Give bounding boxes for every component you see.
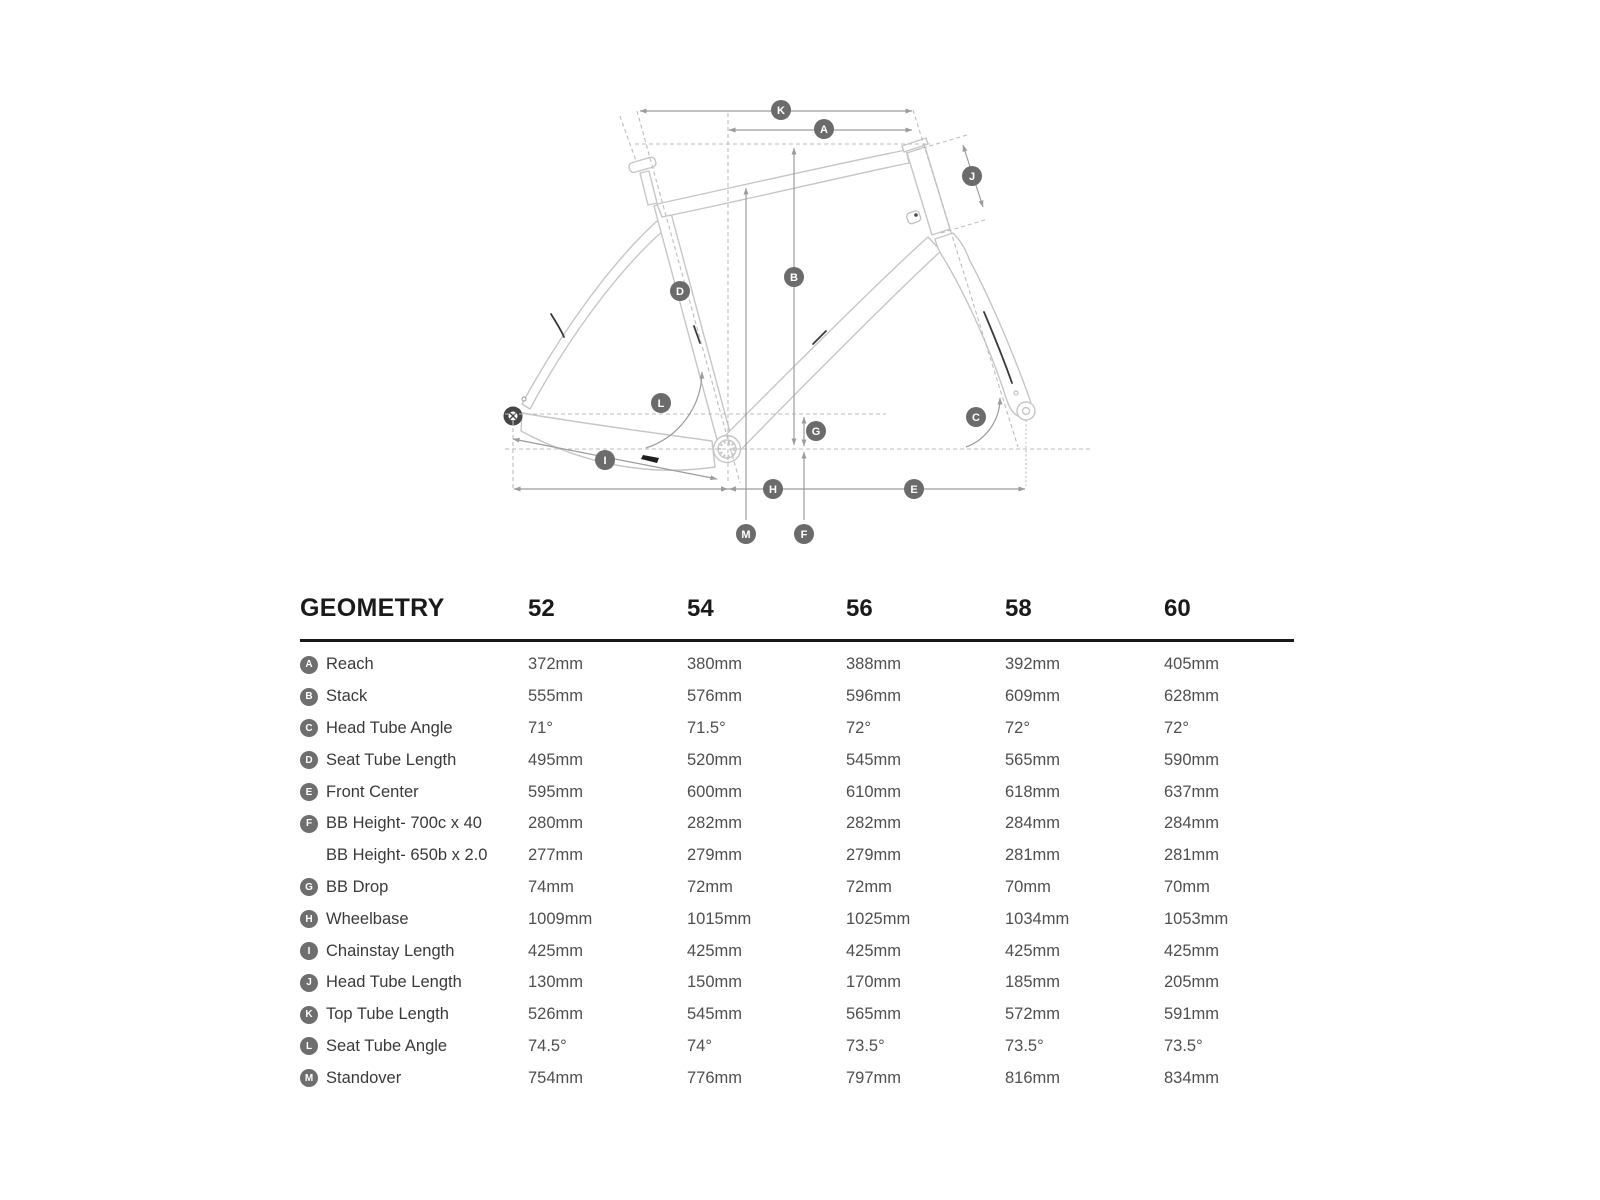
row-value: 282mm (687, 814, 743, 833)
row-letter-badge: J (300, 974, 318, 992)
row-letter-badge: M (300, 1069, 318, 1087)
row-value: 73.5° (1164, 1036, 1203, 1055)
row-value: 71° (528, 718, 553, 737)
row-value: 596mm (846, 687, 902, 706)
row-value: 279mm (846, 846, 902, 865)
row-value: 74° (687, 1036, 712, 1055)
svg-text:K: K (777, 105, 785, 117)
seat-stays (522, 221, 665, 409)
row-letter-badge: K (300, 1006, 318, 1024)
geometry-table-header (300, 594, 1294, 639)
row-letter-badge: I (300, 942, 318, 960)
row-letter-badge: A (300, 656, 318, 674)
chainstay (521, 413, 715, 470)
row-value: 282mm (846, 814, 902, 833)
row-value: 618mm (1005, 782, 1061, 801)
diagram-badge-L (651, 393, 671, 413)
seatstay-shading (551, 314, 564, 337)
row-value: 526mm (528, 1005, 584, 1024)
row-label: Head Tube Angle (326, 718, 453, 737)
row-label: BB Height- 650b x 2.0 (326, 846, 488, 865)
svg-text:H: H (769, 484, 777, 496)
svg-text:C: C (972, 412, 980, 424)
diagram-badge-C (966, 407, 986, 427)
diagram-badge-M (736, 524, 756, 544)
seatpost (640, 171, 657, 205)
diagram-badge-F (794, 524, 814, 544)
row-value: 565mm (1005, 750, 1061, 769)
row-label: Head Tube Length (326, 973, 462, 992)
seatpost-edge-extension (620, 116, 636, 161)
row-value: 610mm (846, 782, 902, 801)
bike-frame-outline (504, 138, 1036, 470)
rear-dropout-bolt (522, 397, 526, 401)
table-row (300, 935, 1294, 967)
row-value: 520mm (687, 750, 743, 769)
row-value: 609mm (1005, 687, 1061, 706)
row-value: 170mm (846, 973, 902, 992)
row-value: 565mm (846, 1005, 902, 1024)
row-value: 70mm (1005, 877, 1051, 896)
table-row (300, 840, 1294, 872)
row-value: 545mm (687, 1005, 743, 1024)
row-letter-badge: F (300, 815, 318, 833)
row-value: 425mm (528, 941, 584, 960)
row-value: 425mm (1005, 941, 1061, 960)
front-axle-center (1023, 408, 1030, 415)
geometry-table-rows (300, 639, 1294, 1094)
diagram-badge-E (904, 479, 924, 499)
table-row (300, 903, 1294, 935)
row-label: BB Drop (326, 877, 389, 896)
row-value: 205mm (1164, 973, 1220, 992)
row-value: 797mm (846, 1068, 902, 1087)
row-letter-badge: E (300, 783, 318, 801)
row-value: 284mm (1005, 814, 1061, 833)
row-value: 72° (1005, 718, 1030, 737)
table-row (300, 999, 1294, 1031)
svg-text:E: E (910, 484, 918, 496)
down-tube (720, 237, 941, 456)
row-value: 405mm (1164, 655, 1220, 674)
table-row (300, 967, 1294, 999)
row-value: 425mm (846, 941, 902, 960)
row-value: 591mm (1164, 1005, 1220, 1024)
row-value: 72mm (687, 877, 733, 896)
dim-split-arrow-left (729, 486, 736, 491)
row-letter-badge: D (300, 751, 318, 769)
row-value: 1009mm (528, 909, 593, 928)
row-label: Reach (326, 655, 374, 674)
svg-text:F: F (800, 529, 808, 541)
row-value: 73.5° (1005, 1036, 1044, 1055)
row-value: 555mm (528, 687, 584, 706)
table-row (300, 649, 1294, 681)
row-value: 72° (846, 718, 871, 737)
diagram-badge-H (763, 479, 783, 499)
row-value: 425mm (687, 941, 743, 960)
row-value: 74.5° (528, 1036, 567, 1055)
size-column-header: 60 (1164, 595, 1191, 622)
top-tube (657, 150, 909, 217)
geometry-table (300, 594, 1294, 1094)
table-row (300, 1031, 1294, 1063)
row-value: 425mm (1164, 941, 1220, 960)
cable-port-dot (914, 213, 918, 217)
row-label: Wheelbase (326, 909, 409, 928)
row-label: Seat Tube Length (326, 750, 457, 769)
svg-text:G: G (811, 426, 821, 438)
size-column-header: 54 (687, 595, 714, 622)
row-value: 70mm (1164, 877, 1210, 896)
table-row (300, 744, 1294, 776)
diagram-badge-D (670, 281, 690, 301)
row-value: 380mm (687, 655, 743, 674)
row-value: 572mm (1005, 1005, 1061, 1024)
row-value: 277mm (528, 846, 584, 865)
svg-text:M: M (741, 529, 751, 541)
frame-geometry-diagram (0, 0, 1600, 560)
row-value: 576mm (687, 687, 743, 706)
row-value: 72mm (846, 877, 892, 896)
size-column-header: 58 (1005, 595, 1032, 622)
row-letter-badge: L (300, 1037, 318, 1055)
row-label: Top Tube Length (326, 1005, 449, 1024)
row-letter-badge: H (300, 910, 318, 928)
row-value: 72° (1164, 718, 1189, 737)
table-row (300, 872, 1294, 904)
row-value: 495mm (528, 750, 584, 769)
row-value: 545mm (846, 750, 902, 769)
row-value: 1025mm (846, 909, 911, 928)
row-value: 71.5° (687, 718, 726, 737)
row-value: 280mm (528, 814, 584, 833)
row-letter-badge: G (300, 878, 318, 896)
svg-text:D: D (676, 286, 684, 298)
row-value: 754mm (528, 1068, 584, 1087)
table-row (300, 1062, 1294, 1094)
row-value: 776mm (687, 1068, 743, 1087)
row-label: Chainstay Length (326, 941, 455, 960)
row-letter-badge: B (300, 688, 318, 706)
row-value: 1053mm (1164, 909, 1229, 928)
row-value: 150mm (687, 973, 743, 992)
svg-text:J: J (968, 171, 976, 183)
diagram-badge-A (814, 119, 834, 139)
cable-port (906, 210, 922, 225)
table-title: GEOMETRY (300, 594, 445, 622)
row-label: Standover (326, 1068, 402, 1087)
head-tube-axis (913, 110, 1018, 447)
diagram-badge-J (962, 166, 982, 186)
table-row (300, 776, 1294, 808)
table-row (300, 681, 1294, 713)
diagram-badge-B (784, 267, 804, 287)
dim-split-arrow-right (721, 486, 728, 491)
row-value: 637mm (1164, 782, 1220, 801)
row-value: 834mm (1164, 1068, 1220, 1087)
row-label: Seat Tube Angle (326, 1036, 448, 1055)
size-column-header: 52 (528, 595, 555, 622)
table-row (300, 808, 1294, 840)
row-value: 595mm (528, 782, 584, 801)
row-value: 392mm (1005, 655, 1061, 674)
row-value: 1034mm (1005, 909, 1070, 928)
svg-text:L: L (657, 398, 665, 410)
fork-blade (935, 233, 1031, 417)
svg-text:B: B (790, 272, 798, 284)
row-value: 281mm (1164, 846, 1220, 865)
row-value: 74mm (528, 877, 574, 896)
row-value: 185mm (1005, 973, 1061, 992)
seatpost-clamp (628, 156, 657, 173)
size-column-header: 56 (846, 595, 873, 622)
diagram-badge-K (771, 100, 791, 120)
svg-text:I: I (603, 455, 607, 467)
row-value: 628mm (1164, 687, 1220, 706)
row-label: BB Height- 700c x 40 (326, 814, 482, 833)
row-value: 279mm (687, 846, 743, 865)
svg-text:A: A (820, 124, 828, 136)
row-value: 281mm (1005, 846, 1061, 865)
row-label: Front Center (326, 782, 419, 801)
row-value: 372mm (528, 655, 584, 674)
table-row (300, 713, 1294, 745)
row-letter-badge: C (300, 719, 318, 737)
row-value: 388mm (846, 655, 902, 674)
row-value: 130mm (528, 973, 584, 992)
row-label: Stack (326, 687, 368, 706)
row-value: 73.5° (846, 1036, 885, 1055)
row-value: 590mm (1164, 750, 1220, 769)
row-value: 1015mm (687, 909, 752, 928)
row-value: 816mm (1005, 1068, 1061, 1087)
diagram-badge-I (595, 450, 615, 470)
row-value: 600mm (687, 782, 743, 801)
diagram-badge-G (806, 421, 826, 441)
row-value: 284mm (1164, 814, 1220, 833)
